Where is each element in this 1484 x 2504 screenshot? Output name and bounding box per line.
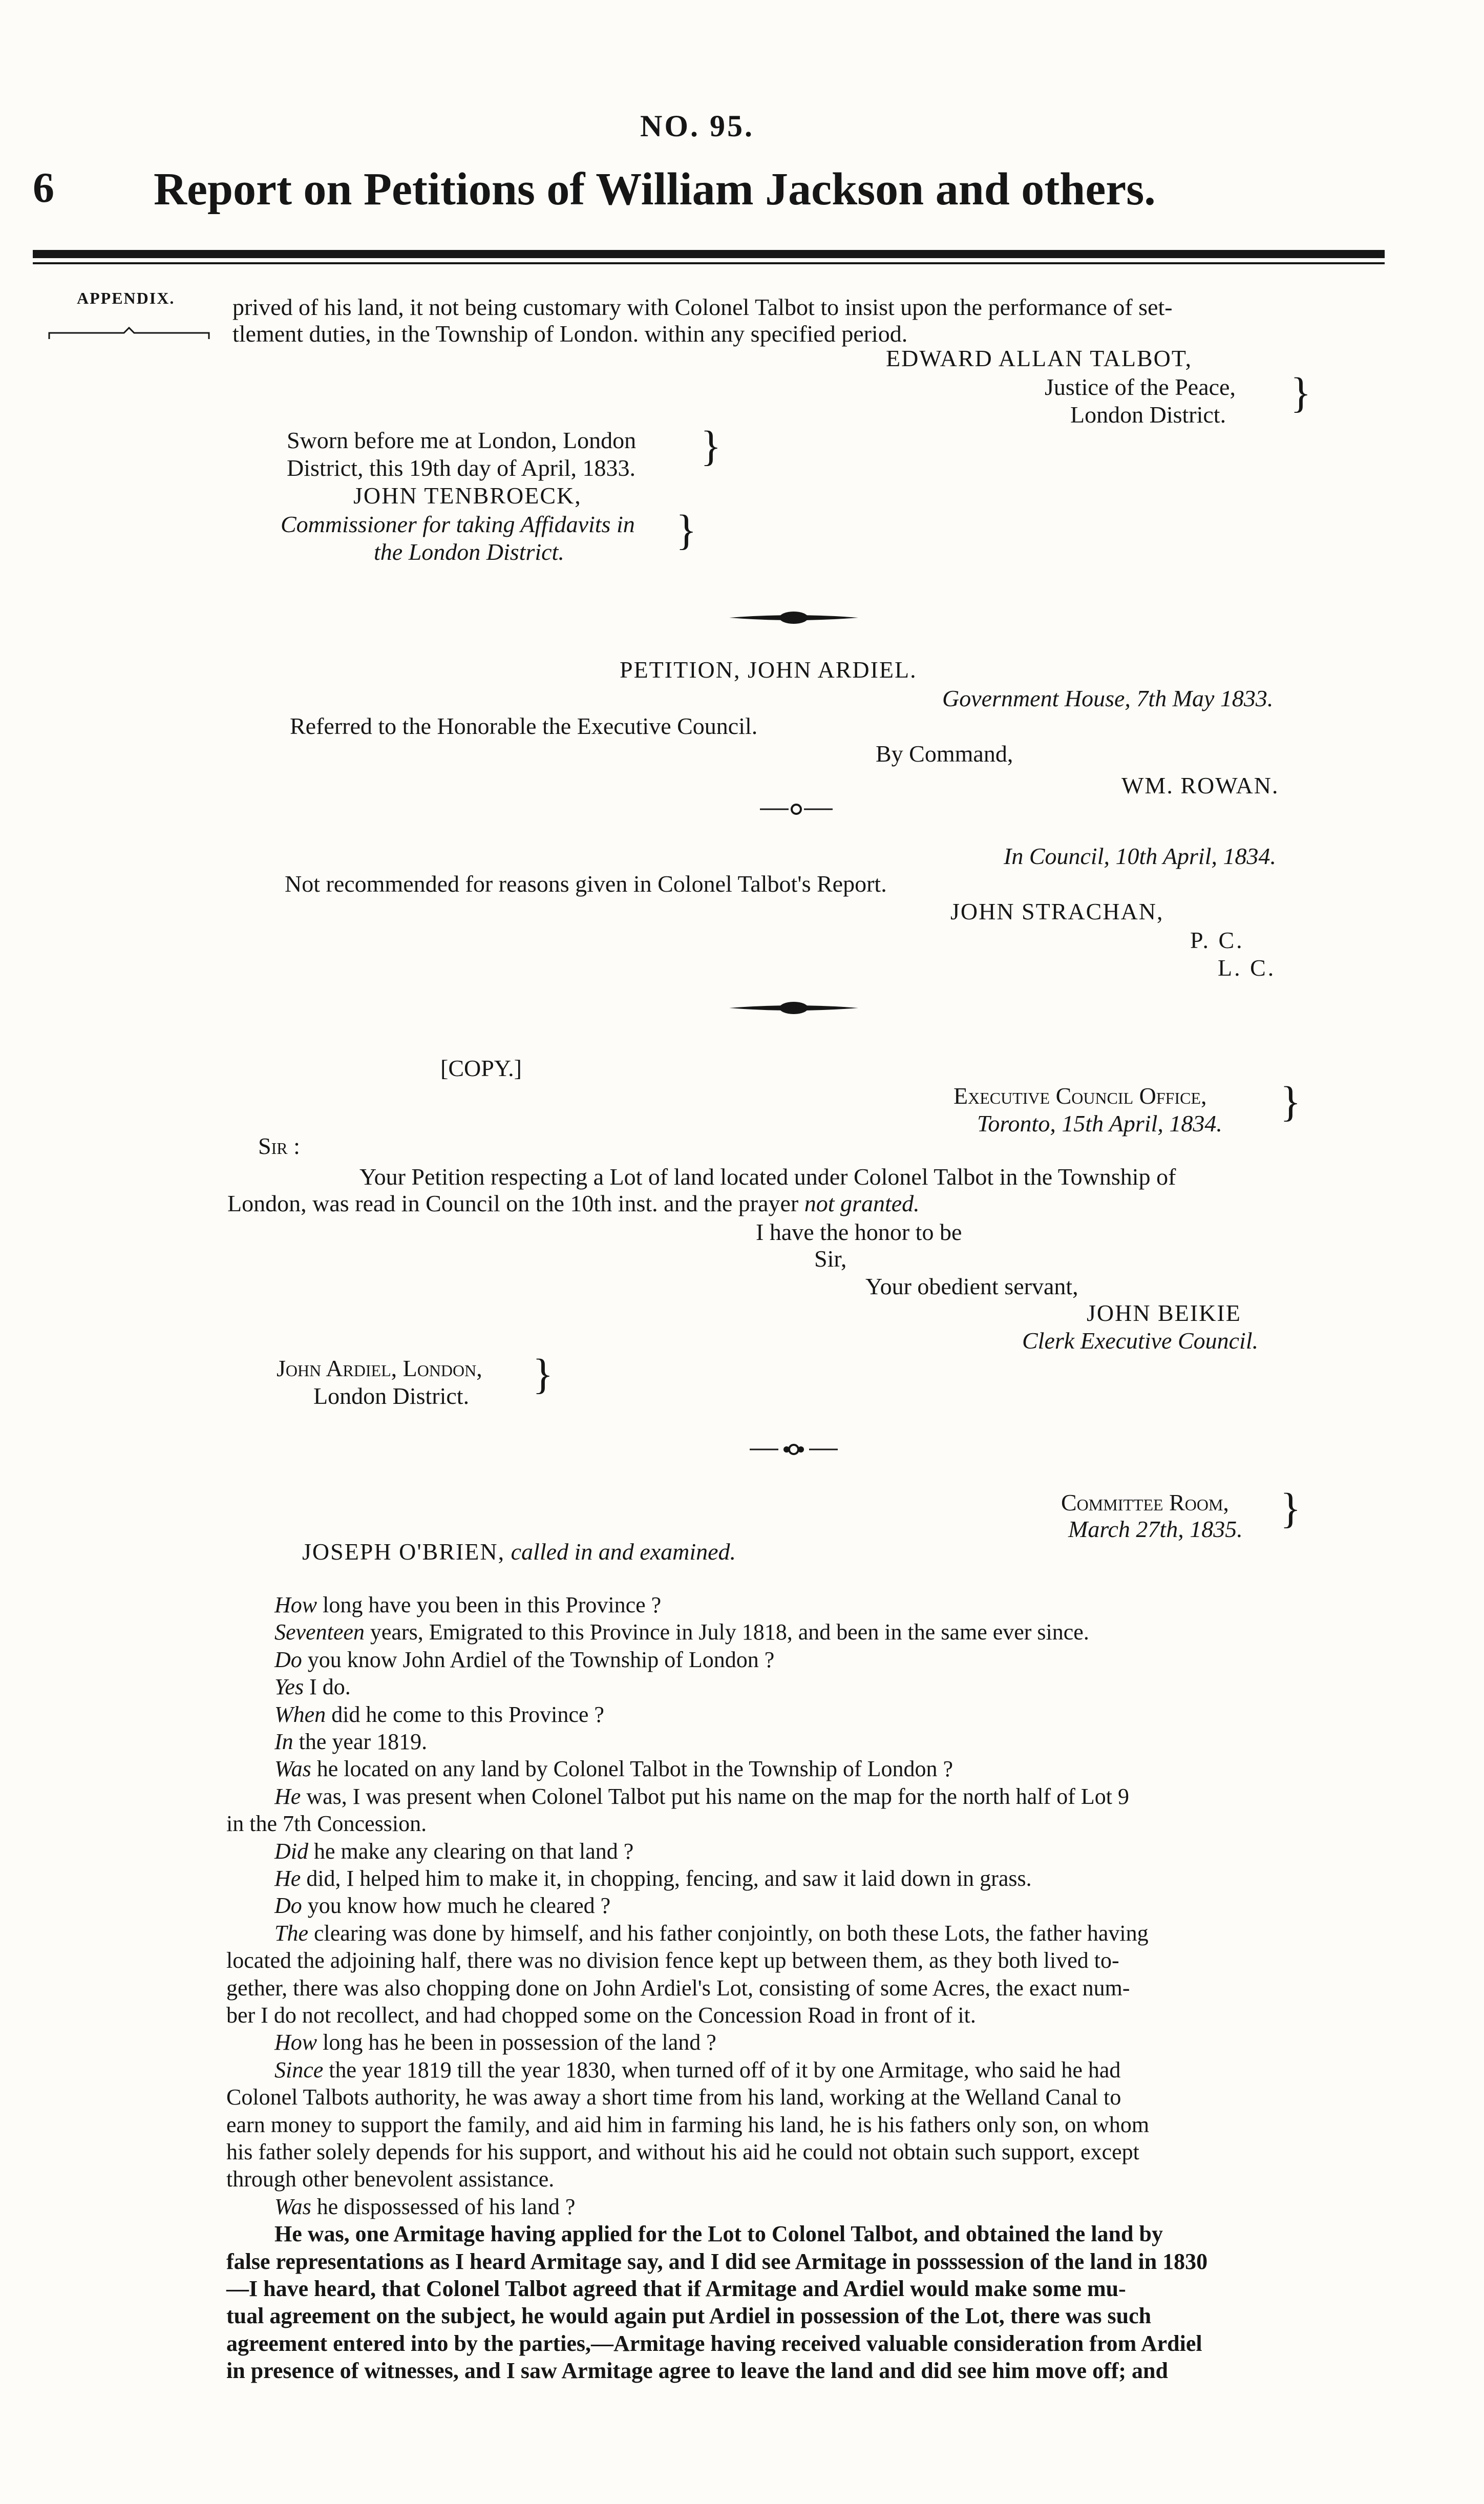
examination-line — [274, 1919, 1149, 1948]
examination-line — [274, 1700, 604, 1729]
talbot-title-1: Justice of the Peace, — [1045, 374, 1236, 400]
sworn-line-2: District, this 19th day of April, 1833. — [287, 455, 636, 481]
examination-line-lead: How — [274, 1592, 317, 1617]
witness-name: JOSEPH O'BRIEN, — [302, 1539, 505, 1565]
council-decision: Not recommended for reasons given in Colonel Talbot's Report. — [285, 871, 887, 897]
examination-line-lead: Do — [274, 1893, 302, 1919]
examination-line-text: Colonel Talbots authority, he was away a short time from his land, working at the Welland Canal to — [226, 2085, 1121, 2110]
examination-line-text: in the 7th Concession. — [226, 1811, 427, 1837]
examination-line — [274, 2028, 716, 2057]
council-date: In Council, 10th April, 1834. — [1004, 843, 1276, 869]
copy-office-brace: } — [1280, 1078, 1301, 1126]
copy-addressee-1: John Ardiel, London, — [277, 1355, 482, 1381]
witness-note: called in and examined. — [505, 1539, 736, 1565]
petition-heading: PETITION, JOHN ARDIEL. — [620, 657, 917, 683]
examination-line-text: you know John Ardiel of the Township of London ? — [302, 1647, 775, 1672]
margin-bracket — [47, 322, 211, 342]
small-divider-ornament — [748, 1443, 840, 1456]
section-divider-ornament — [727, 998, 860, 1018]
examination-line-lead: Seventeen — [274, 1619, 365, 1645]
examination-line-text: the year 1819. — [293, 1729, 428, 1754]
examination-line — [274, 1782, 1129, 1811]
council-lc: L. C. — [1218, 955, 1276, 981]
examination-line — [226, 2356, 1168, 2385]
examination-line — [274, 1646, 774, 1674]
examination-line — [274, 1755, 953, 1783]
examination-line — [226, 2001, 976, 2030]
petition-by-command: By Command, — [876, 741, 1013, 767]
small-divider-ornament — [758, 803, 835, 815]
copy-sir: Sir, — [814, 1246, 847, 1272]
examination-line-text: in presence of witnesses, and I saw Armitage agree to leave the land and did see him move off; and — [226, 2358, 1168, 2384]
examination-line-lead: Was — [274, 2194, 311, 2219]
petition-date: Government House, 7th May 1833. — [942, 685, 1274, 711]
copy-not-granted: not granted. — [804, 1190, 920, 1216]
sworn-line-1: Sworn before me at London, London — [287, 427, 637, 453]
witness-heading — [302, 1538, 736, 1566]
sworn-commissioner-title-1: Commissioner for taking Affidavits in — [281, 511, 635, 537]
examination-line-lead: Since — [274, 2057, 324, 2082]
examination-line-text: tual agreement on the subject, he would again put Ardiel in possession of the Lot, there was such — [226, 2303, 1152, 2329]
copy-label: [COPY.] — [440, 1055, 522, 1081]
examination-line — [274, 2193, 575, 2221]
examination-line-text: long have you been in this Province ? — [317, 1592, 662, 1617]
examination-line — [226, 2275, 1126, 2303]
examination-line — [226, 1946, 1119, 1975]
talbot-signature: EDWARD ALLAN TALBOT, — [886, 345, 1193, 371]
examination-line — [226, 1809, 427, 1838]
sworn-brace: } — [701, 423, 722, 470]
examination-line-lead: Was — [274, 1756, 311, 1782]
examination-line-text: did, I helped him to make it, in chopping, fencing, and saw it laid down in grass. — [301, 1866, 1032, 1891]
examination-line — [226, 2302, 1151, 2330]
examination-line-text: his father solely depends for his support, and without his aid he could not obtain such support, except — [226, 2139, 1139, 2164]
examination-line — [274, 1618, 1089, 1647]
petition-signer: WM. ROWAN. — [1121, 772, 1279, 798]
examination-line — [226, 1974, 1130, 2003]
examination-line-text: ber I do not recollect, and had chopped some on the Concession Road in front of it. — [226, 2003, 976, 2028]
header-rule-thin — [33, 262, 1385, 264]
examination-line-text: was, I was present when Colonel Talbot put his name on the map for the north half of Lot 9 — [301, 1783, 1129, 1809]
document-number: NO. 95. — [640, 109, 754, 143]
talbot-text-line-2: tlement duties, in the Township of London. within any specified period. — [232, 321, 908, 347]
talbot-title-2: London District. — [1070, 402, 1226, 428]
appendix-label: APPENDIX. — [77, 289, 175, 307]
copy-signer-title: Clerk Executive Council. — [1022, 1328, 1259, 1354]
copy-office-line-2: Toronto, 15th April, 1834. — [977, 1110, 1222, 1137]
examination-line-text: located the adjoining half, there was no division fence kept up between them, as they both lived to- — [226, 1948, 1119, 1973]
header-rule-thick — [33, 250, 1385, 258]
examination-line-text: years, Emigrated to this Province in July 1818, and been in the same ever since. — [364, 1619, 1089, 1645]
examination-line-text: through other benevolent assistance. — [226, 2166, 555, 2192]
section-divider-ornament — [727, 607, 860, 628]
copy-honor: I have the honor to be — [756, 1219, 962, 1245]
examination-line-lead: Did — [274, 1838, 308, 1864]
copy-body-line-2-text: London, was read in Council on the 10th inst. and the prayer — [227, 1190, 804, 1216]
examination-line-text: gether, there was also chopping done on John Ardiel's Lot, consisting of some Acres, the exact num- — [226, 1975, 1130, 2001]
examination-line-lead: When — [274, 1701, 326, 1727]
examination-line — [226, 2083, 1121, 2112]
examination-line-lead: The — [274, 1920, 308, 1946]
copy-body-line-1: Your Petition respecting a Lot of land located under Colonel Talbot in the Township of — [359, 1164, 1176, 1190]
examination-line-text: he make any clearing on that land ? — [308, 1838, 634, 1864]
examination-line-lead: In — [274, 1729, 293, 1754]
examination-line — [274, 1864, 1032, 1893]
examination-line-lead: Yes — [274, 1674, 304, 1700]
committee-date: March 27th, 1835. — [1068, 1516, 1243, 1542]
copy-closing: Your obedient servant, — [865, 1273, 1078, 1299]
sworn-commissioner-name: JOHN TENBROECK, — [353, 482, 582, 509]
talbot-text-line-1: prived of his land, it not being customary with Colonel Talbot to insist upon the performance of set- — [232, 294, 1173, 320]
examination-line-lead: He — [274, 1866, 301, 1891]
examination-line-lead: How — [274, 2030, 317, 2055]
examination-line-text: He was, one Armitage having applied for the Lot to Colonel Talbot, and obtained the land by — [274, 2221, 1163, 2247]
examination-line-text: earn money to support the family, and aid him in farming his land, he is his fathers only son, on whom — [226, 2112, 1150, 2137]
examination-line — [274, 2056, 1120, 2085]
committee-room: Committee Room, — [1061, 1489, 1229, 1516]
examination-line-text: the year 1819 till the year 1830, when turned off of it by one Armitage, who said he had — [323, 2057, 1121, 2082]
examination-line — [274, 1591, 661, 1619]
petition-referral: Referred to the Honorable the Executive Council. — [290, 713, 758, 739]
sworn-commissioner-brace: } — [676, 507, 697, 554]
copy-signer: JOHN BEIKIE — [1087, 1300, 1241, 1326]
examination-line — [274, 1673, 351, 1701]
page-title: Report on Petitions of William Jackson and others. — [154, 164, 1156, 215]
council-pc: P. C. — [1190, 927, 1244, 953]
examination-line-text: he dispossessed of his land ? — [311, 2194, 576, 2219]
examination-line — [226, 2111, 1149, 2139]
page-number: 6 — [33, 164, 54, 212]
examination-line — [226, 2165, 554, 2194]
examination-line — [274, 1891, 610, 1920]
examination-line — [226, 2247, 1207, 2276]
copy-office-line-1: Executive Council Office, — [953, 1083, 1207, 1109]
examination-line-lead: Do — [274, 1647, 302, 1672]
examination-line-text: did he come to this Province ? — [326, 1701, 604, 1727]
examination-line-text: —I have heard, that Colonel Talbot agreed that if Armitage and Ardiel would make some mu- — [226, 2276, 1126, 2301]
examination-line-lead: He — [274, 1783, 301, 1809]
talbot-brace: } — [1290, 369, 1311, 417]
examination-line-text: clearing was done by himself, and his father conjointly, on both these Lots, the father having — [308, 1920, 1149, 1946]
copy-salutation: Sir : — [258, 1133, 300, 1159]
examination-line-text: I do. — [304, 1674, 351, 1700]
copy-body-line-2 — [227, 1189, 920, 1218]
examination-line-text: long has he been in possession of the land ? — [317, 2030, 716, 2055]
examination-line — [274, 1837, 633, 1866]
examination-line-text: agreement entered into by the parties,—Armitage having received valuable consideration from Ardiel — [226, 2330, 1202, 2356]
examination-line-text: false representations as I heard Armitage say, and I did see Armitage in posssession of the land in 1830 — [226, 2248, 1208, 2274]
examination-line-text: you know how much he cleared ? — [302, 1893, 611, 1919]
examination-line-text: he located on any land by Colonel Talbot in the Township of London ? — [311, 1756, 953, 1782]
copy-addressee-2: London District. — [313, 1383, 470, 1409]
examination-line — [226, 2329, 1202, 2358]
sworn-commissioner-title-2: the London District. — [374, 539, 564, 565]
examination-line — [274, 1728, 427, 1756]
committee-brace: } — [1280, 1485, 1301, 1532]
examination-line — [226, 2138, 1139, 2166]
copy-addressee-brace: } — [533, 1351, 554, 1398]
examination-line — [274, 2220, 1163, 2248]
council-signer: JOHN STRACHAN, — [950, 898, 1164, 924]
